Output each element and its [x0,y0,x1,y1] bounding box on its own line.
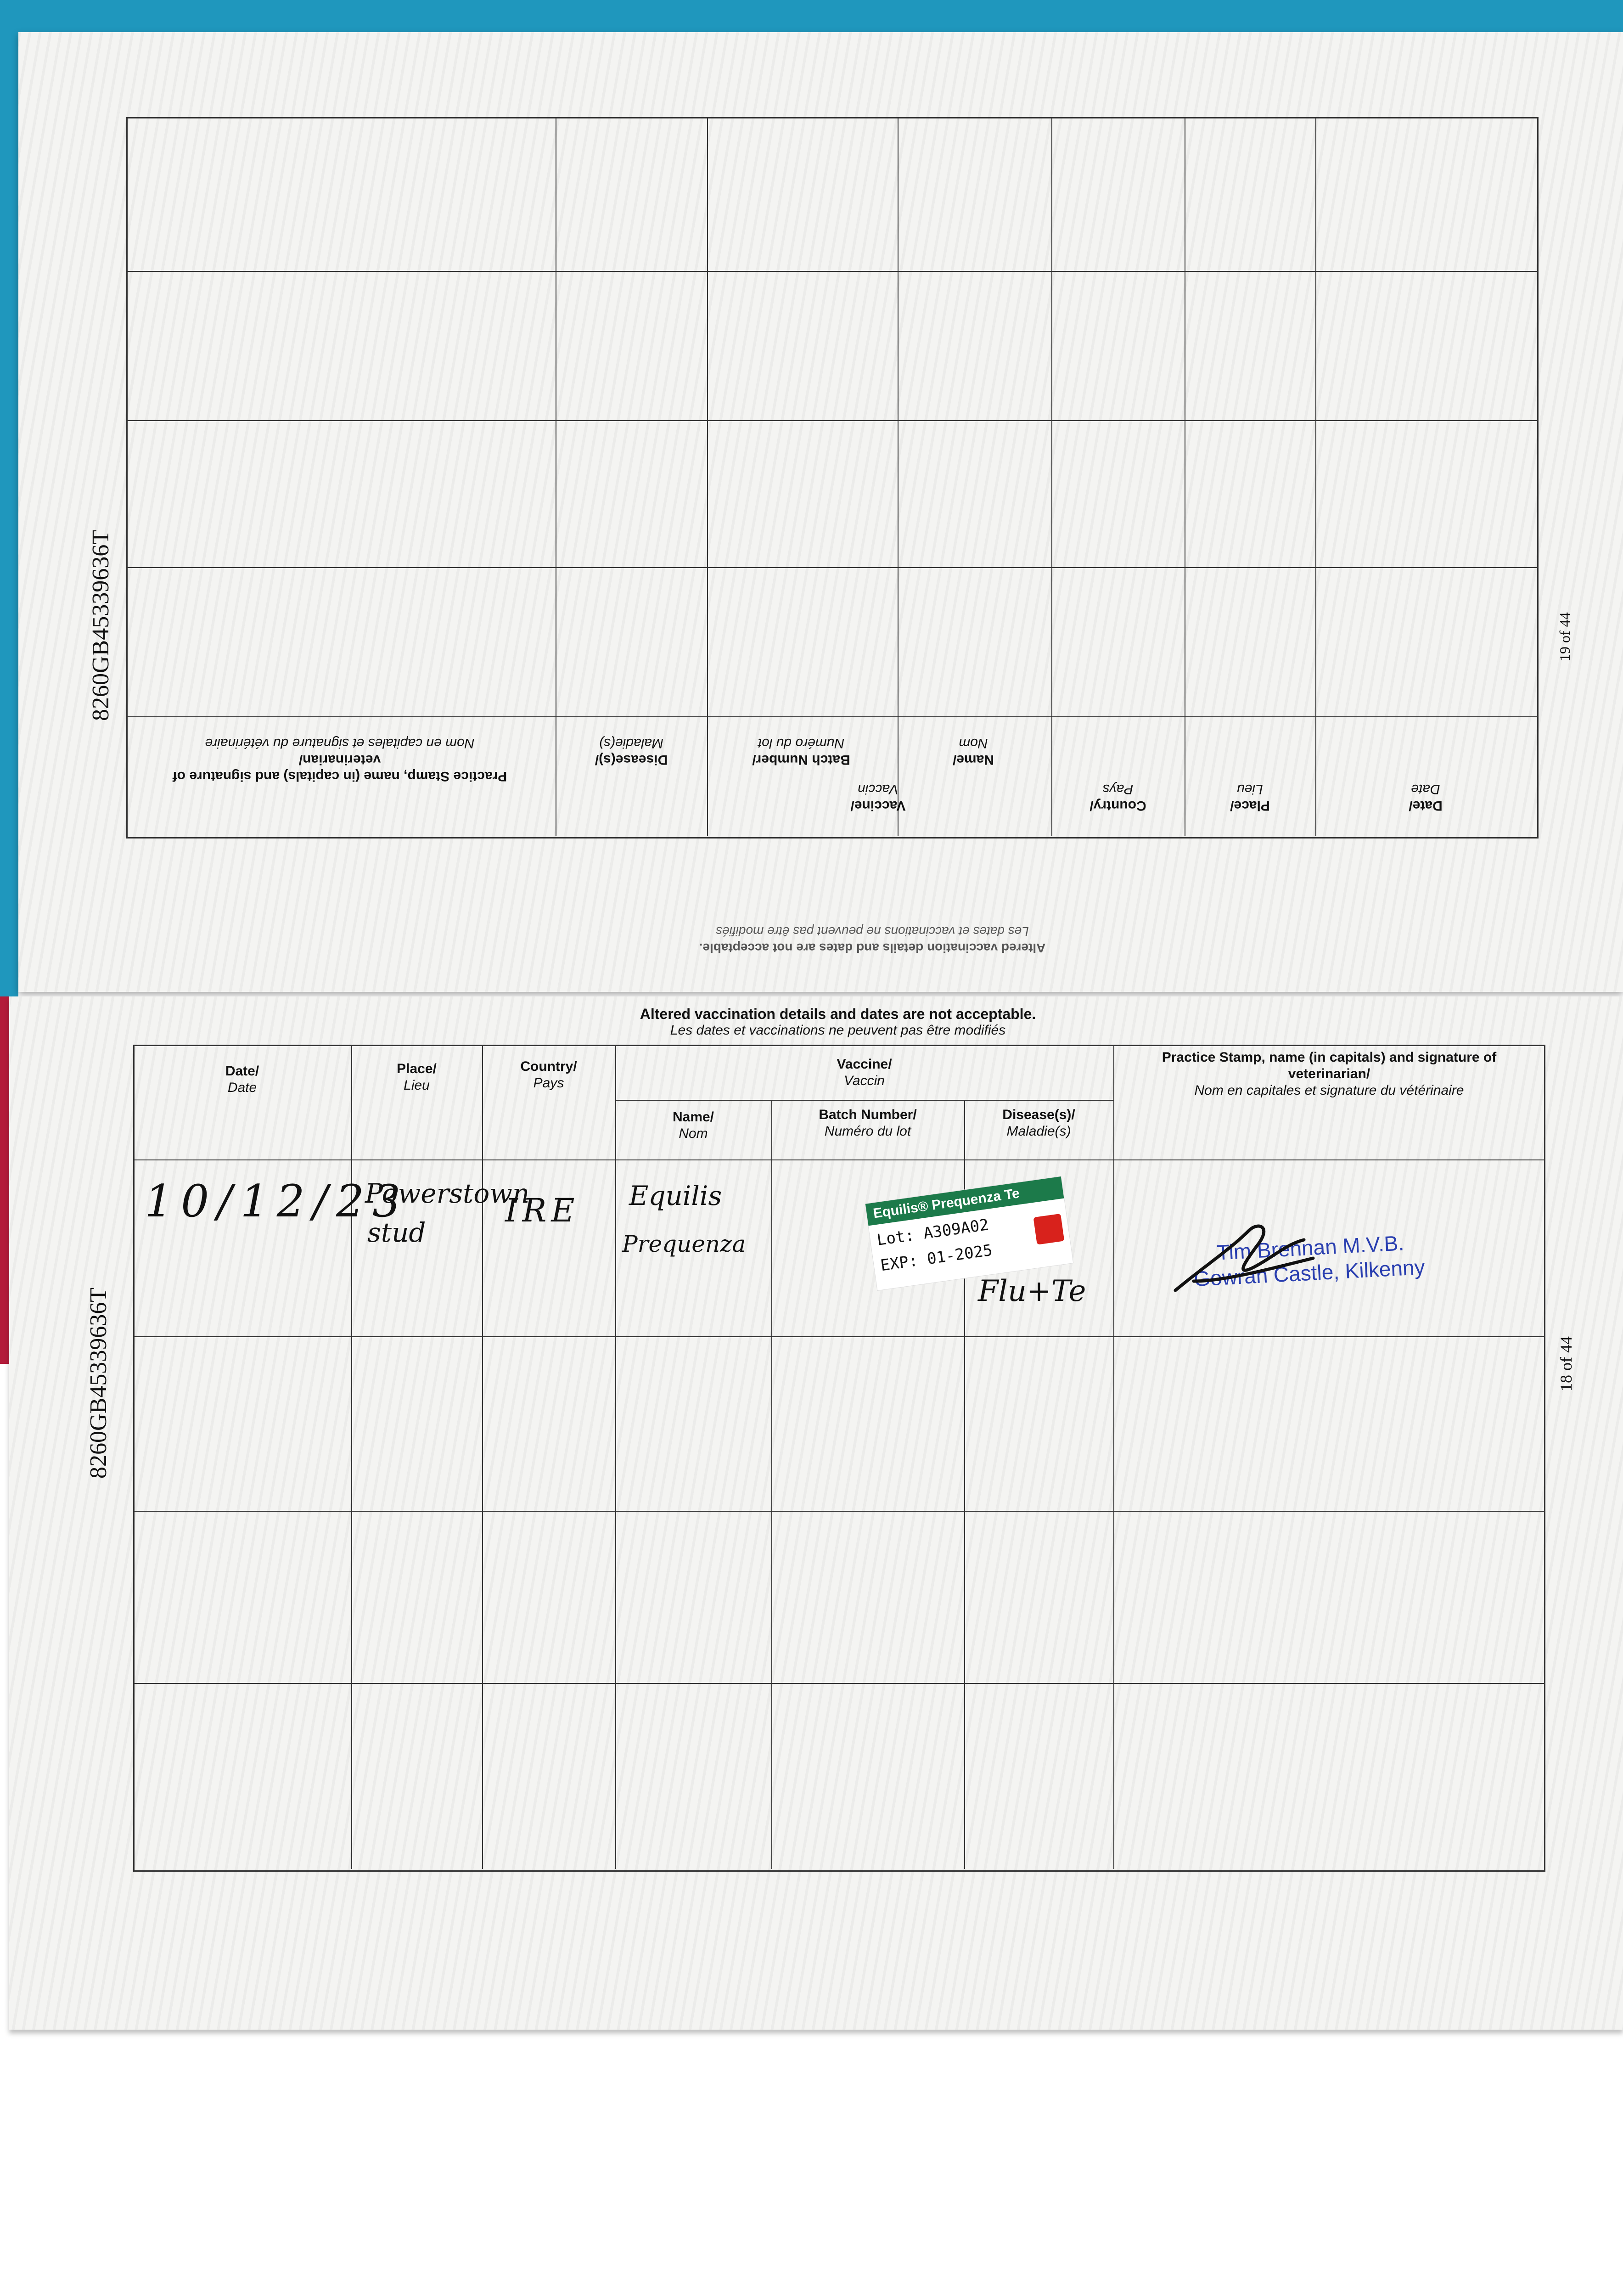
header-batch [774,1107,962,1140]
header-disease-en: Disease(s)/ [1002,1107,1075,1122]
header-place [354,1061,480,1094]
top-notice [597,923,1148,956]
entry-vaccine-name-line1: Equilis [629,1180,722,1211]
table-bottom-hline [133,1336,1544,1337]
top-disease-en: Disease(s)/ [595,752,668,767]
entry-country: IRE [505,1192,579,1229]
top-header-country [1054,781,1182,814]
table-bottom-vline [351,1045,352,1869]
header-date-en: Date/ [225,1064,259,1079]
top-header-place [1187,781,1313,814]
table-top-hline [126,420,1537,421]
top-batch-en: Batch Number/ [752,752,850,767]
header-place-fr: Lieu [404,1078,430,1093]
vaccination-table-top [126,117,1539,838]
top-notice-en: Altered vaccination details and dates are not acceptable. [699,941,1046,955]
entry-disease: Flu+Te [978,1274,1086,1308]
notice-fr: Les dates et vaccinations ne peuvent pas être modifiés [670,1023,1006,1038]
header-vaccine-fr: Vaccin [844,1073,885,1088]
header-practice-fr: Nom en capitales et signature du vétérinaire [1194,1083,1464,1098]
sticker-brand: Equilis® Prequenza Te [865,1176,1064,1226]
table-bottom-vline [482,1045,483,1869]
header-name [618,1109,769,1142]
entry-place-line1: Powerstown [365,1178,530,1209]
header-name-fr: Nom [679,1126,708,1141]
top-date-en: Date/ [1409,798,1443,813]
header-date-fr: Date [227,1080,257,1095]
table-bottom-vline [615,1045,616,1869]
sticker-lot-label: Lot: [876,1226,916,1249]
header-country-fr: Pays [533,1075,564,1091]
table-bottom-hline [133,1511,1544,1512]
top-header-practice [138,735,542,784]
top-vaccine-fr: Vaccin [858,782,899,797]
top-country-en: Country/ [1089,798,1146,813]
folder-edge-left [0,0,18,1102]
folder-edge-top [0,0,1623,32]
top-disease-fr: Maladie(s) [599,736,664,751]
table-bottom-hline [133,1159,1544,1160]
top-header-name [900,735,1047,768]
header-date [135,1063,349,1096]
header-vaccine [618,1056,1111,1089]
top-practice-en: Practice Stamp, name (in capitals) and signature of veterinarian/ [172,752,507,784]
table-bottom-hline [615,1100,1113,1101]
top-country-fr: Pays [1102,782,1134,797]
top-header-vaccine [709,781,1047,814]
sticker-red-marker [1033,1214,1065,1245]
page-number-top: 19 of 44 [1556,612,1573,661]
sticker-lot-value: A309A02 [922,1216,990,1243]
top-name-en: Name/ [952,752,994,767]
vet-stamp-line1: Tim Brennan M.V.B. [1216,1231,1405,1265]
header-vaccine-en: Vaccine/ [837,1057,892,1072]
top-place-en: Place/ [1230,798,1270,813]
table-top-hline [126,716,1537,717]
table-bottom-vline [771,1100,772,1869]
header-disease-fr: Maladie(s) [1006,1124,1071,1139]
top-practice-fr: Nom en capitales et signature du vétérinaire [205,736,475,751]
entry-date: 10/12/23 [145,1176,409,1227]
table-bottom-hline [133,1683,1544,1684]
header-disease [966,1107,1111,1140]
header-place-en: Place/ [397,1061,437,1076]
entry-place-line2: stud [367,1217,426,1248]
top-batch-fr: Numéro du lot [758,736,845,751]
alteration-notice [574,1006,1102,1039]
page-number-bottom: 18 of 44 [1557,1336,1575,1391]
vet-signature [1166,1212,1322,1304]
table-top-vline [1051,117,1052,836]
header-practice [1120,1049,1538,1099]
table-top-vline [707,117,708,836]
header-batch-fr: Numéro du lot [824,1124,911,1139]
top-header-date [1318,781,1533,814]
top-vaccine-en: Vaccine/ [850,798,906,813]
header-batch-en: Batch Number/ [819,1107,917,1122]
serial-number-bottom: 8260GB4533963​6T [85,1288,112,1479]
table-top-hline [126,567,1537,568]
table-top-vline [1315,117,1316,836]
top-notice-fr: Les dates et vaccinations ne peuvent pas être modifiés [716,924,1029,939]
sticker-exp-value: 01-2025 [926,1241,994,1269]
sticker-exp-label: EXP: [879,1251,919,1275]
top-header-batch [709,735,893,768]
vet-stamp-line2: Gowran Castle, Kilkenny [1193,1255,1426,1291]
header-country-en: Country/ [520,1059,577,1074]
top-place-fr: Lieu [1237,782,1263,797]
table-top-hline [126,271,1537,272]
folder-edge-left-lower [0,996,9,1364]
entry-vaccine-name-line2: Prequenza [622,1231,746,1257]
table-bottom-vline [1113,1045,1114,1869]
serial-number-top: 8260GB4533963​6T [88,530,114,721]
top-name-fr: Nom [959,736,988,751]
header-practice-en: Practice Stamp, name (in capitals) and signature of veterinarian/ [1162,1050,1497,1081]
header-country [484,1058,613,1092]
vaccination-table-bottom [133,1045,1545,1872]
top-date-fr: Date [1411,782,1440,797]
notice-en: Altered vaccination details and dates are not acceptable. [640,1006,1036,1022]
top-header-disease [558,735,705,768]
header-name-en: Name/ [672,1109,714,1125]
table-top-vline [898,117,899,836]
